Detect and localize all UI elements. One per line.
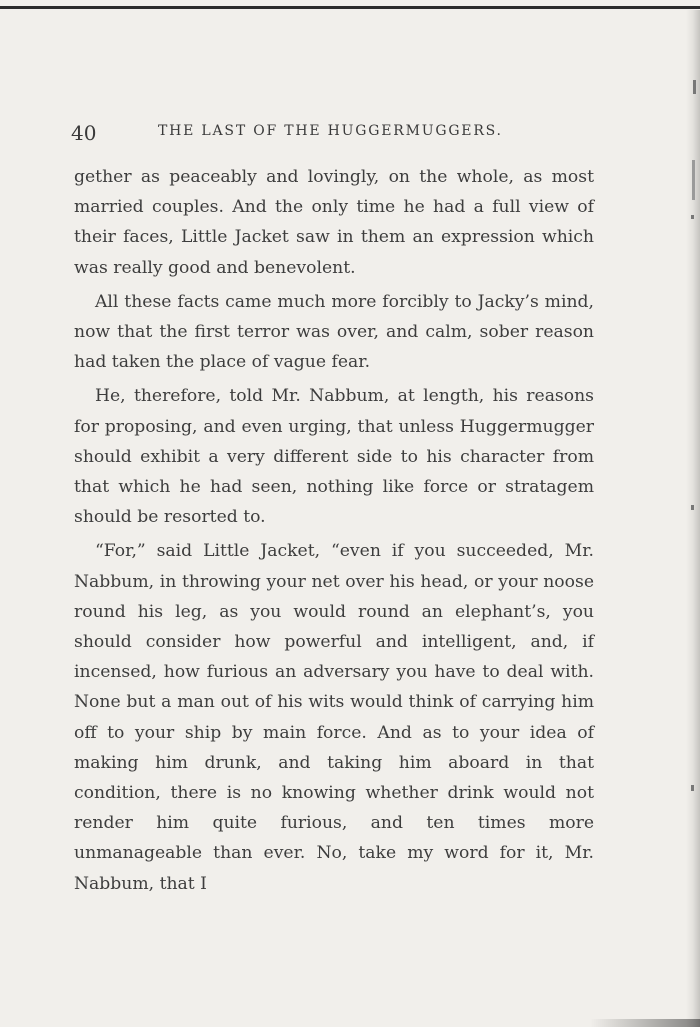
paragraph: gether as peaceably and lovingly, on the whole, as most married couples. And the only time he had a full view of their faces, Little Jacket saw in them an expression which was really good and benevolent.	[74, 167, 594, 278]
page-number: 40	[71, 121, 97, 145]
page-corner-shadow	[590, 1019, 700, 1027]
body-text	[74, 162, 594, 903]
top-rule	[0, 6, 700, 9]
edge-mark	[693, 80, 696, 94]
paragraph: He, therefore, told Mr. Nabbum, at length, his reasons for proposing, and even urging, that unless Huggermugger should exhibit a very different side to his character from that which he had seen, nothing like force or stratagem should be resorted to.	[74, 386, 594, 528]
edge-mark	[691, 215, 694, 219]
page-header	[0, 121, 700, 145]
edge-mark	[691, 505, 694, 510]
edge-mark	[692, 160, 695, 200]
paragraph: All these facts came much more forcibly to Jacky’s mind, now that the first terror was over, and calm, sober reason had taken the place of vague fear.	[74, 291, 594, 373]
running-head: THE LAST OF THE HUGGERMUGGERS.	[158, 123, 503, 139]
paragraph: “For,” said Little Jacket, “even if you succeeded, Mr. Nabbum, in throwing your net over his head, or your noose round his leg, as you would round an elephant’s, you should consider how powerful and intelligent, and, if incensed, how furious an adversary you have to deal with. None but a man out of his wits would think of carrying him off to your ship by main force. And as to your idea of making him drunk, and taking him aboard in that condition, there is no knowing whether drink would not render him quite furious, and ten times more unmanageable than ever. No, take my word for it, Mr. Nabbum, that I	[74, 541, 594, 894]
edge-mark	[691, 785, 694, 791]
